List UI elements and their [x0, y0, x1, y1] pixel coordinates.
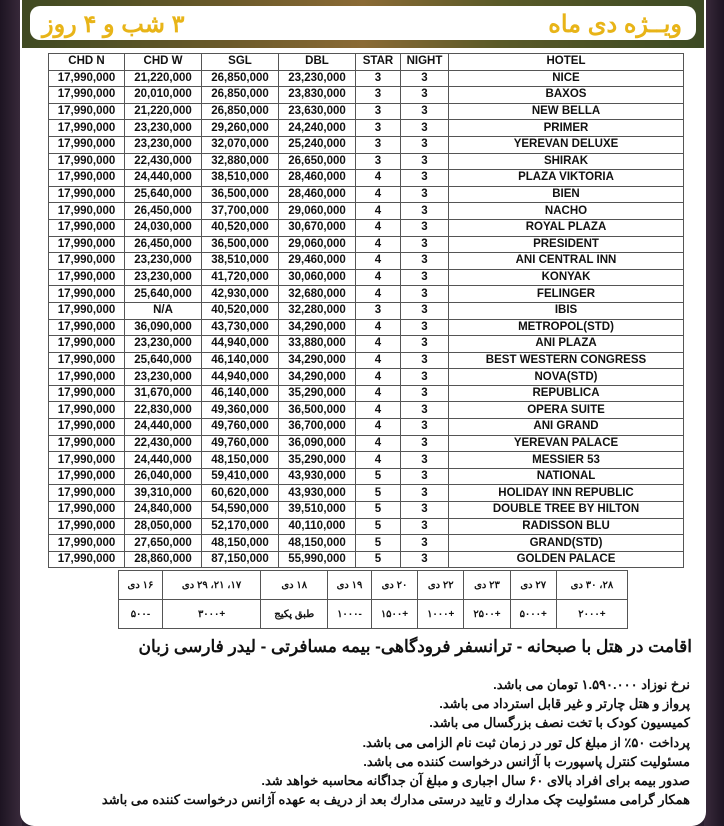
cell-hotel: NOVA(STD) [449, 369, 684, 386]
date-label: ۲۳ دی [464, 571, 510, 600]
cell-sgl: 49,360,000 [202, 402, 279, 419]
cell-sgl: 40,520,000 [202, 219, 279, 236]
cell-sgl: 54,590,000 [202, 502, 279, 519]
cell-star: 4 [356, 319, 401, 336]
cell-dbl: 33,880,000 [279, 336, 356, 353]
cell-star: 3 [356, 136, 401, 153]
cell-star: 5 [356, 468, 401, 485]
cell-dbl: 28,460,000 [279, 170, 356, 187]
cell-night: 3 [401, 286, 449, 303]
table-row [49, 551, 684, 568]
cell-sgl: 44,940,000 [202, 369, 279, 386]
cell-dbl: 23,830,000 [279, 87, 356, 104]
cell-sgl: 44,940,000 [202, 336, 279, 353]
cell-sgl: 60,620,000 [202, 485, 279, 502]
cell-dbl: 34,290,000 [279, 369, 356, 386]
cell-sgl: 49,760,000 [202, 435, 279, 452]
cell-chd-w: 36,090,000 [125, 319, 202, 336]
cell-night: 3 [401, 435, 449, 452]
cell-night: 3 [401, 136, 449, 153]
cell-hotel: NICE [449, 70, 684, 87]
cell-star: 4 [356, 385, 401, 402]
note-line: کمیسیون کودک با تخت نصف بزرگسال می باشد. [429, 715, 690, 731]
cell-sgl: 26,850,000 [202, 70, 279, 87]
cell-chd-w: 22,430,000 [125, 435, 202, 452]
table-row [49, 402, 684, 419]
cell-chd-w: 24,030,000 [125, 219, 202, 236]
cell-hotel: HOLIDAY INN REPUBLIC [449, 485, 684, 502]
cell-chd-w: N/A [125, 302, 202, 319]
date-header-row [119, 571, 628, 600]
table-row [49, 485, 684, 502]
cell-night: 3 [401, 253, 449, 270]
cell-chd-n: 17,990,000 [49, 170, 125, 187]
cell-night: 3 [401, 70, 449, 87]
cell-chd-w: 21,220,000 [125, 103, 202, 120]
table-row [49, 468, 684, 485]
cell-hotel: ANI GRAND [449, 419, 684, 436]
cell-hotel: BEST WESTERN CONGRESS [449, 352, 684, 369]
table-row [49, 286, 684, 303]
cell-chd-n: 17,990,000 [49, 468, 125, 485]
cell-chd-w: 24,440,000 [125, 452, 202, 469]
cell-dbl: 39,510,000 [279, 502, 356, 519]
duration-title: ۳ شب و ۴ روز [42, 11, 185, 38]
column-header-dbl: DBL [279, 54, 356, 71]
cell-hotel: NACHO [449, 203, 684, 220]
cell-star: 4 [356, 419, 401, 436]
cell-sgl: 46,140,000 [202, 352, 279, 369]
cell-hotel: ROYAL PLAZA [449, 219, 684, 236]
cell-dbl: 29,060,000 [279, 236, 356, 253]
cell-dbl: 23,230,000 [279, 70, 356, 87]
table-row [49, 136, 684, 153]
cell-night: 3 [401, 485, 449, 502]
date-surcharge: -۱۰۰۰ [328, 600, 372, 629]
cell-sgl: 36,500,000 [202, 186, 279, 203]
cell-chd-n: 17,990,000 [49, 153, 125, 170]
table-row [49, 535, 684, 552]
date-surcharge: +۵۰۰۰ [510, 600, 556, 629]
cell-dbl: 35,290,000 [279, 452, 356, 469]
cell-star: 3 [356, 103, 401, 120]
date-surcharge: +۲۰۰۰ [556, 600, 627, 629]
column-header-hotel: HOTEL [449, 54, 684, 71]
cell-chd-w: 31,670,000 [125, 385, 202, 402]
cell-dbl: 48,150,000 [279, 535, 356, 552]
cell-star: 4 [356, 219, 401, 236]
cell-chd-w: 24,840,000 [125, 502, 202, 519]
date-surcharge: -۵۰۰ [119, 600, 163, 629]
cell-dbl: 25,240,000 [279, 136, 356, 153]
cell-night: 3 [401, 419, 449, 436]
cell-night: 3 [401, 120, 449, 137]
cell-star: 3 [356, 153, 401, 170]
cell-star: 5 [356, 535, 401, 552]
date-label: ۲۸، ۳۰ دی [556, 571, 627, 600]
table-row [49, 70, 684, 87]
cell-chd-n: 17,990,000 [49, 70, 125, 87]
cell-night: 3 [401, 186, 449, 203]
cell-chd-n: 17,990,000 [49, 535, 125, 552]
cell-night: 3 [401, 236, 449, 253]
cell-hotel: GOLDEN PALACE [449, 551, 684, 568]
column-header-sgl: SGL [202, 54, 279, 71]
package-includes: اقامت در هتل با صبحانه - ترانسفر فرودگاهی- بیمه مسافرتی - لیدر فارسی زبان [138, 637, 692, 656]
cell-dbl: 43,930,000 [279, 485, 356, 502]
cell-night: 3 [401, 302, 449, 319]
cell-chd-n: 17,990,000 [49, 87, 125, 104]
cell-chd-n: 17,990,000 [49, 352, 125, 369]
date-label: ۱۸ دی [261, 571, 328, 600]
cell-star: 4 [356, 336, 401, 353]
table-row [49, 302, 684, 319]
date-surcharge: +۳۰۰۰ [162, 600, 261, 629]
cell-night: 3 [401, 170, 449, 187]
cell-chd-w: 26,040,000 [125, 468, 202, 485]
cell-night: 3 [401, 87, 449, 104]
cell-sgl: 48,150,000 [202, 535, 279, 552]
cell-dbl: 24,240,000 [279, 120, 356, 137]
cell-dbl: 23,630,000 [279, 103, 356, 120]
cell-star: 4 [356, 203, 401, 220]
terms-notes [102, 675, 690, 809]
cell-star: 4 [356, 402, 401, 419]
cell-hotel: METROPOL(STD) [449, 319, 684, 336]
cell-chd-n: 17,990,000 [49, 402, 125, 419]
cell-night: 3 [401, 385, 449, 402]
column-header-night: NIGHT [401, 54, 449, 71]
cell-dbl: 32,280,000 [279, 302, 356, 319]
cell-hotel: NATIONAL [449, 468, 684, 485]
cell-hotel: DOUBLE TREE BY HILTON [449, 502, 684, 519]
cell-chd-w: 21,220,000 [125, 70, 202, 87]
cell-chd-w: 20,010,000 [125, 87, 202, 104]
cell-sgl: 38,510,000 [202, 253, 279, 270]
table-row [49, 319, 684, 336]
cell-sgl: 26,850,000 [202, 87, 279, 104]
cell-chd-n: 17,990,000 [49, 236, 125, 253]
note-line: صدور بیمه برای افراد بالای ۶۰ سال اجباری و مبلغ آن جداگانه محاسبه خواهد شد. [261, 773, 690, 789]
date-label: ۱۶ دی [119, 571, 163, 600]
cell-dbl: 55,990,000 [279, 551, 356, 568]
cell-chd-w: 25,640,000 [125, 186, 202, 203]
date-surcharge: طبق پکیج [261, 600, 328, 629]
cell-sgl: 41,720,000 [202, 269, 279, 286]
cell-hotel: MESSIER 53 [449, 452, 684, 469]
table-row [49, 253, 684, 270]
table-row [49, 419, 684, 436]
date-surcharge-table [118, 570, 628, 629]
cell-chd-w: 23,230,000 [125, 369, 202, 386]
cell-chd-w: 22,430,000 [125, 153, 202, 170]
cell-night: 3 [401, 402, 449, 419]
cell-night: 3 [401, 452, 449, 469]
cell-hotel: FELINGER [449, 286, 684, 303]
cell-star: 4 [356, 269, 401, 286]
cell-dbl: 26,650,000 [279, 153, 356, 170]
cell-chd-n: 17,990,000 [49, 302, 125, 319]
cell-star: 4 [356, 452, 401, 469]
cell-chd-n: 17,990,000 [49, 219, 125, 236]
cell-night: 3 [401, 369, 449, 386]
date-label: ۲۲ دی [418, 571, 464, 600]
table-row [49, 502, 684, 519]
cell-hotel: REPUBLICA [449, 385, 684, 402]
cell-dbl: 43,930,000 [279, 468, 356, 485]
cell-chd-w: 28,860,000 [125, 551, 202, 568]
column-header-chd-n: CHD N [49, 54, 125, 71]
cell-dbl: 34,290,000 [279, 352, 356, 369]
cell-chd-w: 24,440,000 [125, 419, 202, 436]
table-row [49, 219, 684, 236]
cell-night: 3 [401, 535, 449, 552]
header-banner [22, 0, 704, 48]
cell-night: 3 [401, 468, 449, 485]
note-line: پرداخت ۵۰٪ از مبلغ کل تور در زمان ثبت نام الزامی می باشد. [362, 734, 690, 750]
cell-chd-n: 17,990,000 [49, 253, 125, 270]
note-line: همکار گرامی مسئولیت چک مدارك و تایید درستی مدارك بعد از دریف به عهده آژانس درخواست کننده می باشد [101, 792, 690, 808]
cell-hotel: YEREVAN DELUXE [449, 136, 684, 153]
cell-star: 4 [356, 352, 401, 369]
note-line: مسئولیت کنترل پاسپورت با آژانس درخواست کننده می باشد. [363, 753, 690, 769]
table-row [49, 435, 684, 452]
cell-star: 3 [356, 87, 401, 104]
cell-chd-n: 17,990,000 [49, 385, 125, 402]
cell-night: 3 [401, 203, 449, 220]
cell-chd-w: 23,230,000 [125, 253, 202, 270]
table-row [49, 236, 684, 253]
cell-chd-n: 17,990,000 [49, 518, 125, 535]
cell-chd-w: 24,440,000 [125, 170, 202, 187]
table-row [49, 153, 684, 170]
cell-chd-n: 17,990,000 [49, 269, 125, 286]
cell-chd-n: 17,990,000 [49, 435, 125, 452]
table-row [49, 170, 684, 187]
cell-hotel: BAXOS [449, 87, 684, 104]
table-row [49, 352, 684, 369]
cell-sgl: 59,410,000 [202, 468, 279, 485]
cell-sgl: 49,760,000 [202, 419, 279, 436]
cell-star: 4 [356, 253, 401, 270]
cell-star: 3 [356, 70, 401, 87]
cell-night: 3 [401, 103, 449, 120]
cell-night: 3 [401, 551, 449, 568]
cell-sgl: 36,500,000 [202, 236, 279, 253]
note-line: نرخ نوزاد ۱.۵۹۰.۰۰۰ تومان می باشد. [493, 677, 690, 692]
cell-star: 4 [356, 236, 401, 253]
cell-dbl: 29,460,000 [279, 253, 356, 270]
cell-sgl: 37,700,000 [202, 203, 279, 220]
cell-chd-n: 17,990,000 [49, 419, 125, 436]
table-row [49, 336, 684, 353]
cell-chd-w: 23,230,000 [125, 136, 202, 153]
cell-chd-w: 27,650,000 [125, 535, 202, 552]
cell-dbl: 40,110,000 [279, 518, 356, 535]
cell-sgl: 52,170,000 [202, 518, 279, 535]
cell-dbl: 35,290,000 [279, 385, 356, 402]
date-surcharge: +۱۵۰۰ [371, 600, 417, 629]
cell-chd-w: 25,640,000 [125, 286, 202, 303]
cell-sgl: 87,150,000 [202, 551, 279, 568]
cell-hotel: OPERA SUITE [449, 402, 684, 419]
cell-star: 3 [356, 120, 401, 137]
table-row [49, 103, 684, 120]
background-right [704, 0, 724, 826]
cell-star: 3 [356, 302, 401, 319]
cell-night: 3 [401, 518, 449, 535]
cell-chd-n: 17,990,000 [49, 452, 125, 469]
table-row [49, 269, 684, 286]
table-row [49, 452, 684, 469]
date-label: ۱۷، ۲۱، ۲۹ دی [162, 571, 261, 600]
table-row [49, 120, 684, 137]
hotel-price-table [48, 53, 684, 568]
cell-chd-n: 17,990,000 [49, 336, 125, 353]
cell-chd-w: 39,310,000 [125, 485, 202, 502]
cell-star: 5 [356, 551, 401, 568]
cell-dbl: 29,060,000 [279, 203, 356, 220]
cell-night: 3 [401, 219, 449, 236]
cell-sgl: 40,520,000 [202, 302, 279, 319]
column-header-chd-w: CHD W [125, 54, 202, 71]
date-label: ۱۹ دی [328, 571, 372, 600]
cell-star: 4 [356, 170, 401, 187]
cell-night: 3 [401, 153, 449, 170]
cell-chd-n: 17,990,000 [49, 502, 125, 519]
cell-star: 4 [356, 186, 401, 203]
cell-chd-n: 17,990,000 [49, 369, 125, 386]
cell-star: 4 [356, 435, 401, 452]
cell-dbl: 36,500,000 [279, 402, 356, 419]
cell-hotel: PRESIDENT [449, 236, 684, 253]
cell-star: 5 [356, 485, 401, 502]
cell-hotel: NEW BELLA [449, 103, 684, 120]
cell-night: 3 [401, 319, 449, 336]
cell-chd-w: 23,230,000 [125, 120, 202, 137]
cell-dbl: 28,460,000 [279, 186, 356, 203]
cell-chd-n: 17,990,000 [49, 136, 125, 153]
cell-star: 4 [356, 369, 401, 386]
cell-chd-n: 17,990,000 [49, 319, 125, 336]
cell-dbl: 32,680,000 [279, 286, 356, 303]
cell-dbl: 30,060,000 [279, 269, 356, 286]
cell-chd-n: 17,990,000 [49, 485, 125, 502]
cell-hotel: IBIS [449, 302, 684, 319]
cell-hotel: ANI CENTRAL INN [449, 253, 684, 270]
header-title-box [30, 6, 696, 40]
cell-chd-w: 28,050,000 [125, 518, 202, 535]
cell-hotel: BIEN [449, 186, 684, 203]
cell-star: 4 [356, 286, 401, 303]
cell-sgl: 48,150,000 [202, 452, 279, 469]
cell-night: 3 [401, 352, 449, 369]
date-label: ۲۰ دی [371, 571, 417, 600]
cell-star: 5 [356, 502, 401, 519]
cell-chd-n: 17,990,000 [49, 120, 125, 137]
cell-dbl: 34,290,000 [279, 319, 356, 336]
background-left [0, 0, 22, 826]
table-row [49, 186, 684, 203]
cell-dbl: 36,700,000 [279, 419, 356, 436]
cell-sgl: 42,930,000 [202, 286, 279, 303]
cell-sgl: 43,730,000 [202, 319, 279, 336]
cell-hotel: SHIRAK [449, 153, 684, 170]
table-row [49, 385, 684, 402]
cell-hotel: GRAND(STD) [449, 535, 684, 552]
cell-hotel: KONYAK [449, 269, 684, 286]
table-row [49, 87, 684, 104]
cell-hotel: PRIMER [449, 120, 684, 137]
table-header-row [49, 54, 684, 71]
cell-chd-n: 17,990,000 [49, 103, 125, 120]
cell-sgl: 32,070,000 [202, 136, 279, 153]
date-label: ۲۷ دی [510, 571, 556, 600]
cell-sgl: 32,880,000 [202, 153, 279, 170]
cell-sgl: 26,850,000 [202, 103, 279, 120]
date-value-row [119, 600, 628, 629]
cell-sgl: 29,260,000 [202, 120, 279, 137]
cell-sgl: 38,510,000 [202, 170, 279, 187]
table-row [49, 203, 684, 220]
cell-sgl: 46,140,000 [202, 385, 279, 402]
cell-hotel: ANI PLAZA [449, 336, 684, 353]
cell-hotel: RADISSON BLU [449, 518, 684, 535]
cell-chd-w: 23,230,000 [125, 269, 202, 286]
cell-chd-n: 17,990,000 [49, 203, 125, 220]
cell-dbl: 30,670,000 [279, 219, 356, 236]
cell-night: 3 [401, 502, 449, 519]
column-header-star: STAR [356, 54, 401, 71]
cell-chd-w: 22,830,000 [125, 402, 202, 419]
cell-chd-w: 26,450,000 [125, 236, 202, 253]
cell-chd-w: 25,640,000 [125, 352, 202, 369]
cell-dbl: 36,090,000 [279, 435, 356, 452]
cell-chd-w: 26,450,000 [125, 203, 202, 220]
table-row [49, 518, 684, 535]
date-surcharge: +۲۵۰۰ [464, 600, 510, 629]
cell-star: 5 [356, 518, 401, 535]
cell-chd-n: 17,990,000 [49, 551, 125, 568]
table-row [49, 369, 684, 386]
cell-chd-n: 17,990,000 [49, 186, 125, 203]
date-surcharge: +۱۰۰۰ [418, 600, 464, 629]
cell-hotel: YEREVAN PALACE [449, 435, 684, 452]
cell-chd-n: 17,990,000 [49, 286, 125, 303]
note-line: پرواز و هتل چارتر و غیر قابل استرداد می باشد. [439, 696, 690, 712]
cell-chd-w: 23,230,000 [125, 336, 202, 353]
cell-hotel: PLAZA VIKTORIA [449, 170, 684, 187]
cell-night: 3 [401, 269, 449, 286]
cell-night: 3 [401, 336, 449, 353]
special-offer-title: ویــژه دی ماه [548, 11, 682, 38]
